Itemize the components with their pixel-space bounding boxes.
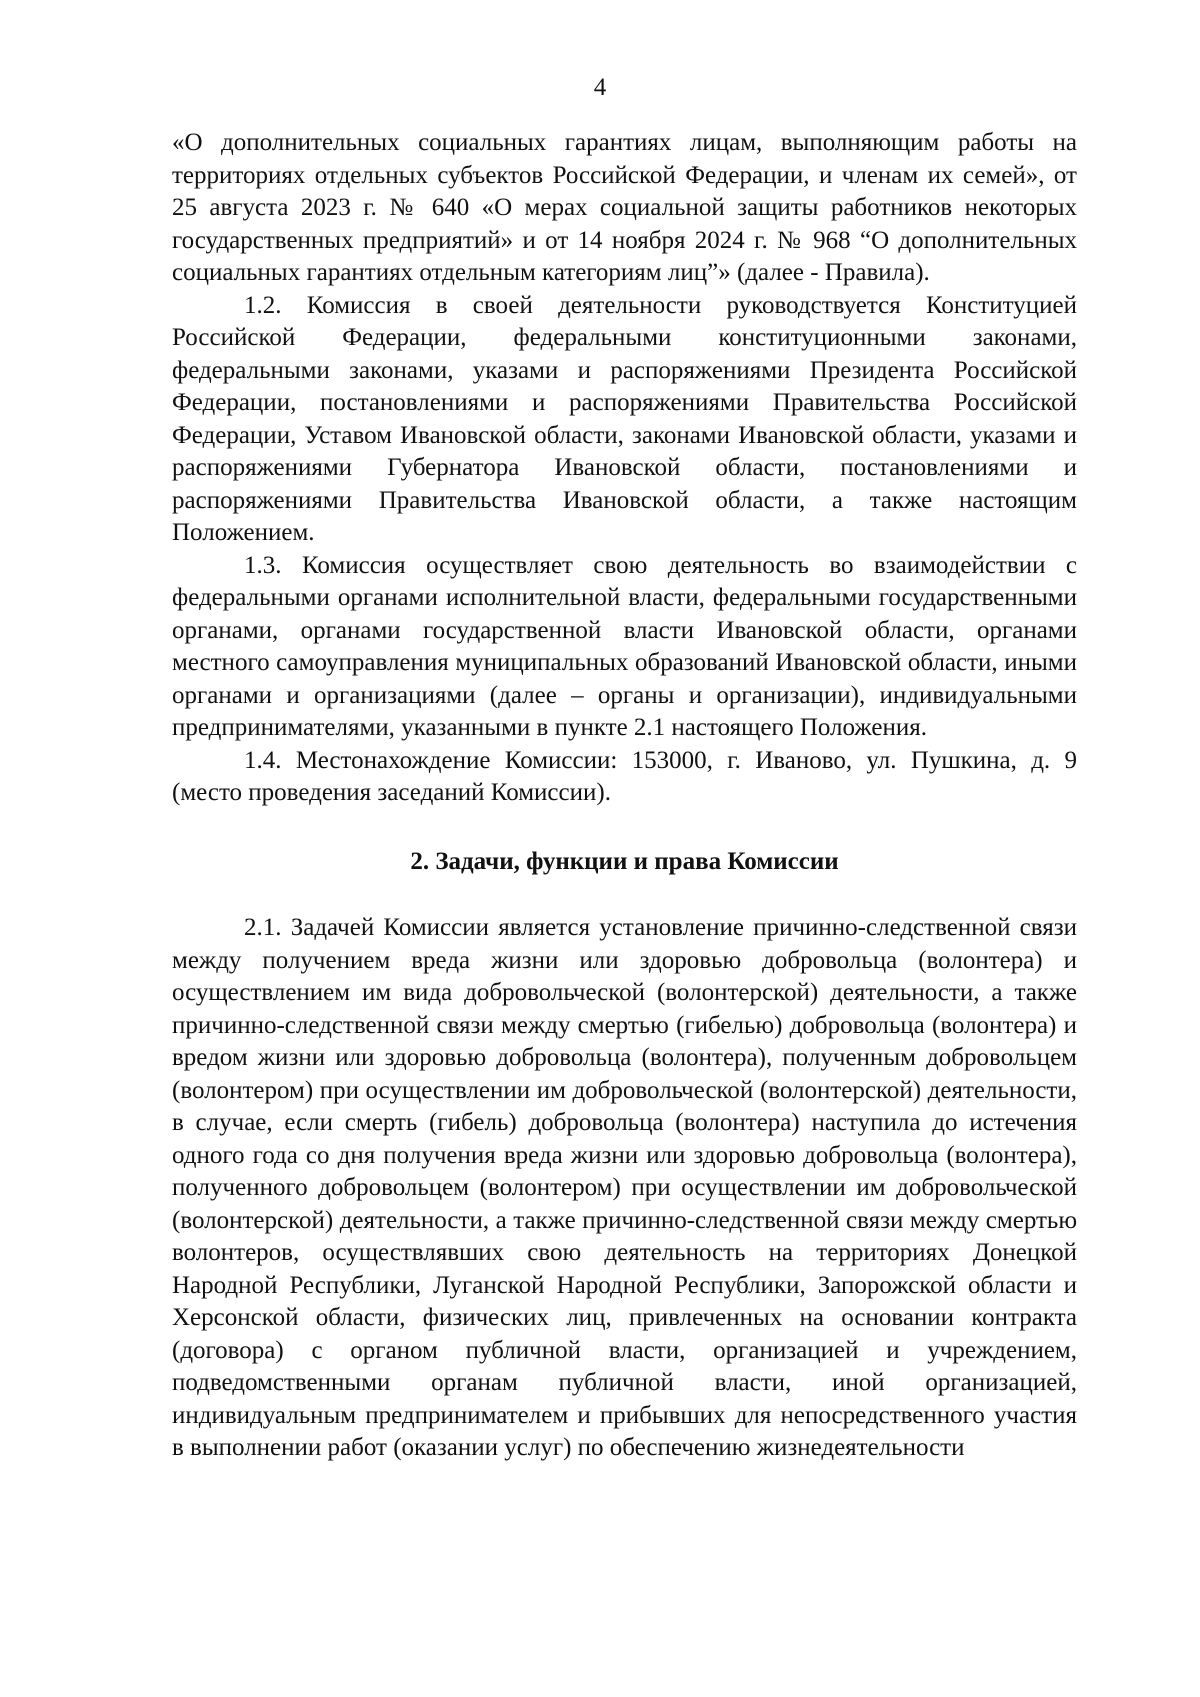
document-body: [172, 127, 1077, 1465]
paragraph-1-4: 1.4. Местонахождение Комиссии: 153000, г. Иваново, ул. Пушкина, д. 9 (место проведения заседаний Комиссии).: [172, 746, 1077, 806]
paragraph-intro-continuation: «О дополнительных социальных гарантиях лицам, выполняющим работы на территориях отдельных субъектов Российской Федерации, и членам их семей», от 25 августа 2023 г. № 640 «О мерах социальной защиты работников некоторых государственных предприятий» и от 14 ноября 2024 г. № 968 “О дополнительных социальных гарантиях отдельным категориям лиц”» (далее - Правила).: [172, 129, 1077, 286]
page-number: 4: [593, 74, 607, 101]
section-heading: 2. Задачи, функции и права Комиссии: [410, 847, 839, 875]
paragraph-2-1: 2.1. Задачей Комиссии является установление причинно-следственной связи между получением вреда жизни или здоровью добровольца (волонтера) и осуществлением им вида добровольческой (волонтерской) деятельности, а также причинно-следственной связи между смертью (гибелью) добровольца (волонтера) и вредом жизни или здоровью добровольца (волонтера), полученным добровольцем (волонтером) при осуществлении им добровольческой (волонтерской) деятельности, в случае, если смерть (гибель) добровольца (волонтера) наступила до истечения одного года со дня получения вреда жизни или здоровью добровольца (волонтера), полученного добровольцем (волонтером) при осуществлении им добровольческой (волонтерской) деятельности, а также причинно-следственной связи между смертью волонтеров, осуществлявших свою деятельность на территориях Донецкой Народной Республики, Луганской Народной Республики, Запорожской области и Херсонской области, физических лиц, привлеченных на основании контракта (договора) с органом публичной власти, организацией и учреждением, подведомственными органам публичной власти, иной организацией, индивидуальным предпринимателем и прибывших для непосредственного участия в выполнении работ (оказании услуг) по обеспечению жизнедеятельности: [172, 914, 1077, 1461]
paragraph-1-3: 1.3. Комиссия осуществляет свою деятельность во взаимодействии с федеральными органами исполнительной власти, федеральными государственными органами, органами государственной власти Ивановской области, органами местного самоуправления муниципальных образований Ивановской области, иными органами и организациями (далее – органы и организации), индивидуальными предпринимателями, указанными в пункте 2.1 настоящего Положения.: [172, 551, 1077, 741]
paragraph-1-2: 1.2. Комиссия в своей деятельности руководствуется Конституцией Российской Федерации, федеральными конституционными законами, федеральными законами, указами и распоряжениями Президента Российской Федерации, постановлениями и распоряжениями Правительства Российской Федерации, Уставом Ивановской области, законами Ивановской области, указами и распоряжениями Губернатора Ивановской области, постановлениями и распоряжениями Правительства Ивановской области, а также настоящим Положением.: [172, 291, 1077, 546]
